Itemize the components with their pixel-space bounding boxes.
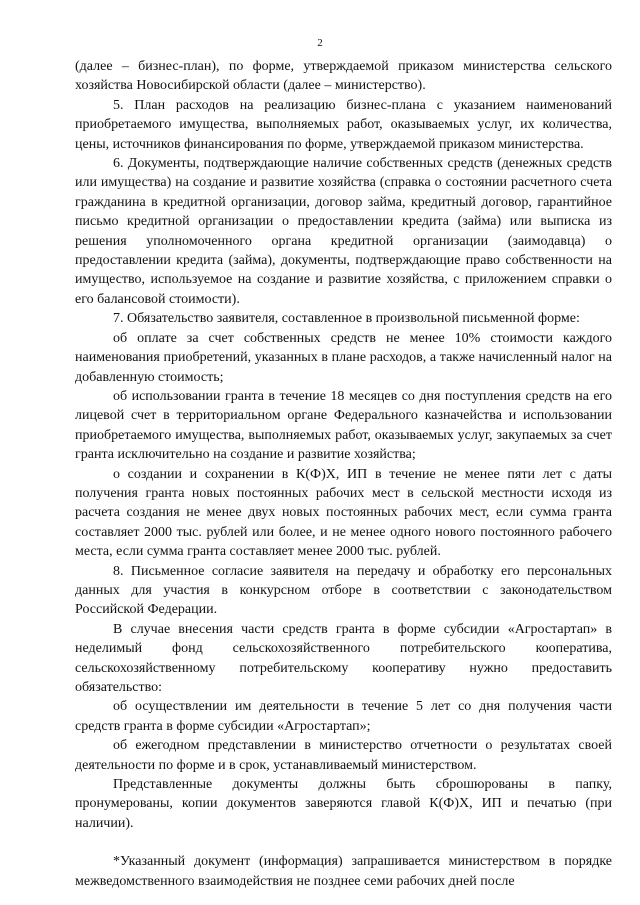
paragraph-obligation-payment: об оплате за счет собственных средств не менее 10% стоимости каждого наименования приобретений, указанных в плане расходов, а также начисленный налог на добавленную стоимость; <box>75 330 612 385</box>
paragraph-binding: Представленные документы должны быть сброшюрованы в папку, пронумерованы, копии документов заверяются главой К(Ф)Х, ИП и печатью (при наличии). <box>75 777 612 831</box>
paragraph-item-5: 5. План расходов на реализацию бизнес-плана с указанием наименований приобретаемого имущества, выполняемых работ, оказываемых услуг, их количества, цены, источников финансирования по форме, утверждаемой приказом министерства. <box>75 97 612 152</box>
paragraph-footnote: *Указанный документ (информация) запрашивается министерством в порядке межведомственного взаимодействия не позднее семи рабочих дней после <box>75 854 612 889</box>
paragraph-cooperative-activity: об осуществлении им деятельности в течение 5 лет со дня получения части средств гранта в форме субсидии «Агростартап»; <box>75 699 612 734</box>
paragraph-item-8: 8. Письменное согласие заявителя на передачу и обработку его персональных данных для участия в конкурсном отборе в соответствии с законодательством Российской Федерации. <box>75 563 612 618</box>
document-body <box>75 57 612 891</box>
paragraph-continuation: (далее – бизнес-план), по форме, утверждаемой приказом министерства сельского хозяйства Новосибирской области (далее – министерство). <box>75 59 612 94</box>
page-number: 2 <box>317 37 323 49</box>
paragraph-cooperative: В случае внесения части средств гранта в форме субсидии «Агростартап» в неделимый фонд сельскохозяйственного потребительского кооператива, сельскохозяйственному потребительскому кооперативу нужно предоставить обязательство: <box>75 621 612 695</box>
paragraph-item-7: 7. Обязательство заявителя, составленное в произвольной письменной форме: <box>113 311 580 327</box>
paragraph-cooperative-reporting: об ежегодном представлении в министерство отчетности о результатах своей деятельности по форме и в срок, устанавливаемый министерством. <box>75 738 612 773</box>
paragraph-item-6: 6. Документы, подтверждающие наличие собственных средств (денежных средств или имущества) на создание и развитие хозяйства (справка о состоянии расчетного счета гражданина в кредитной организации, договор займа, кредитный договор, гарантийное письмо кредитной организации о предоставлении кредита (займа) или выписка из решения уполномоченного органа кредитной организации (заимодавца) о предоставлении кредита (займа), документы, подтверждающие право собственности на имущество, используемое на создание и развитие хозяйства, с приложением справки о его балансовой стоимости). <box>75 156 612 307</box>
paragraph-obligation-grant-use: об использовании гранта в течение 18 месяцев со дня поступления средств на его лицевой счет в территориальном органе Федерального казначейства и использовании приобретаемого имущества, выполняемых работ, оказываемых услуг, закупаемых за счет гранта исключительно на создание и развитие хозяйства; <box>75 388 612 463</box>
paragraph-obligation-jobs: о создании и сохранении в К(Ф)Х, ИП в течение не менее пяти лет с даты получения гранта новых постоянных рабочих мест в сельской местности исходя из расчета создания не менее двух новых постоянных рабочих мест, если сумма гранта составляет 2000 тыс. рублей или более, и не менее одного нового постоянного рабочего места, если сумма гранта составляет менее 2000 тыс. рублей. <box>75 466 612 560</box>
